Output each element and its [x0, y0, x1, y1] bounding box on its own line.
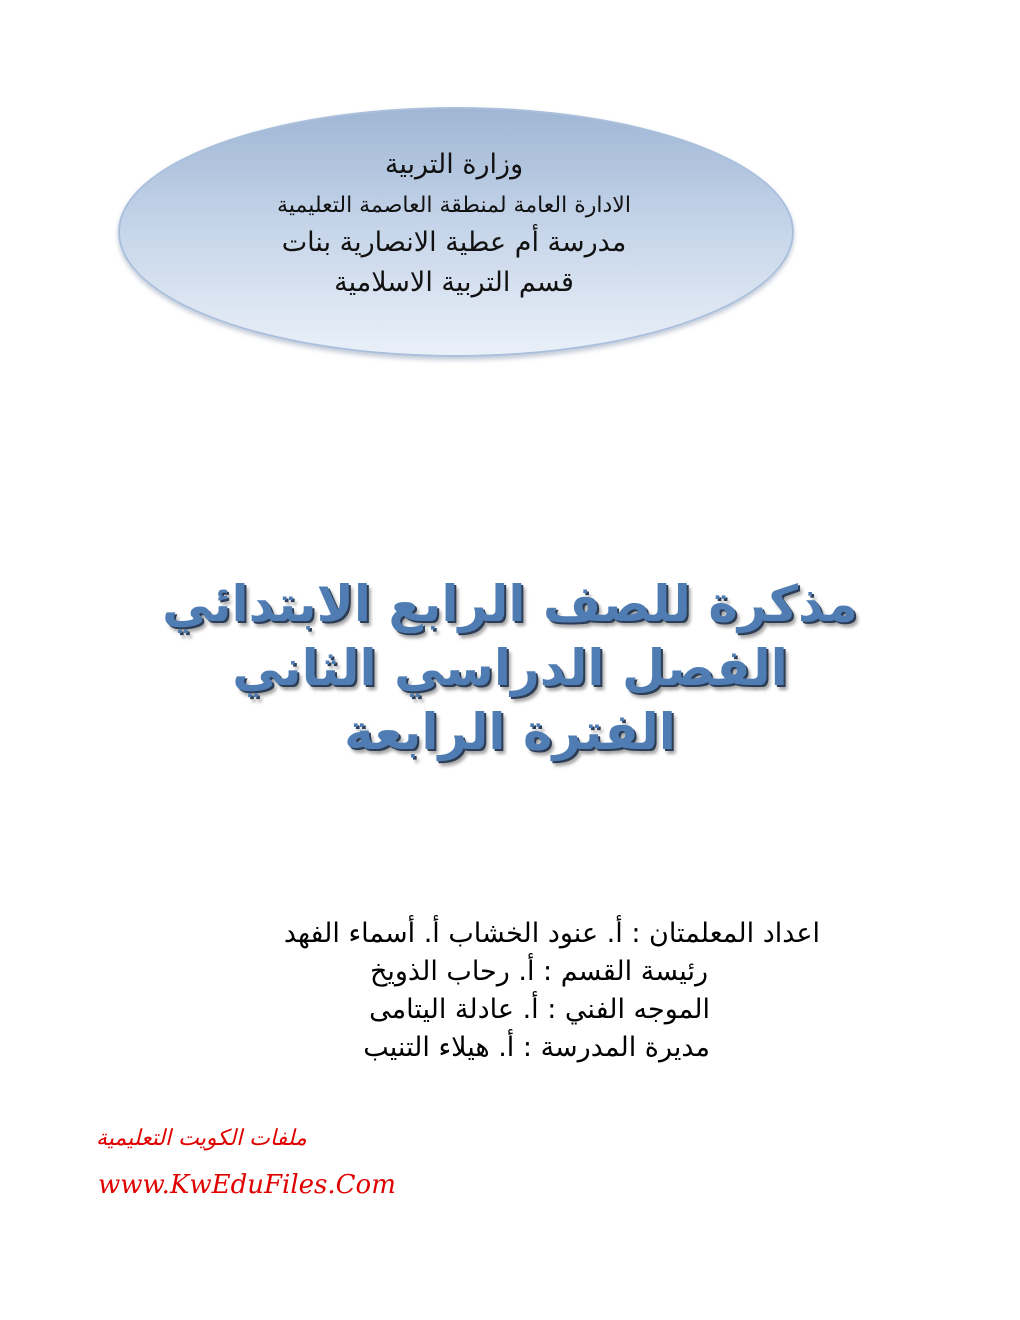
header-block — [118, 107, 790, 353]
prepared-by: اعداد المعلمتان : أ. عنود الخشاب أ. أسماء الفهد — [283, 918, 820, 949]
title-line-grade: مذكرة للصف الرابع الابتدائي — [162, 575, 858, 633]
technical-supervisor: الموجه الفني : أ. عادلة اليتامى — [369, 994, 710, 1025]
footer-url-link[interactable]: www.KwEduFiles.Com — [98, 1170, 396, 1200]
school-name: مدرسة أم عطية الانصارية بنات — [281, 227, 627, 258]
title-line-period: الفترة الرابعة — [344, 703, 676, 761]
department-name: قسم التربية الاسلامية — [334, 267, 574, 298]
directorate-name: الادارة العامة لمنطقة العاصمة التعليمية — [277, 193, 631, 218]
document-title — [60, 572, 960, 764]
ministry-name: وزارة التربية — [384, 149, 524, 180]
school-principal: مديرة المدرسة : أ. هيلاء التنيب — [363, 1032, 710, 1063]
title-line-semester: الفصل الدراسي الثاني — [232, 639, 788, 697]
footer-site-name: ملفات الكويت التعليمية — [96, 1126, 307, 1151]
department-head: رئيسة القسم : أ. رحاب الذويخ — [369, 956, 708, 987]
